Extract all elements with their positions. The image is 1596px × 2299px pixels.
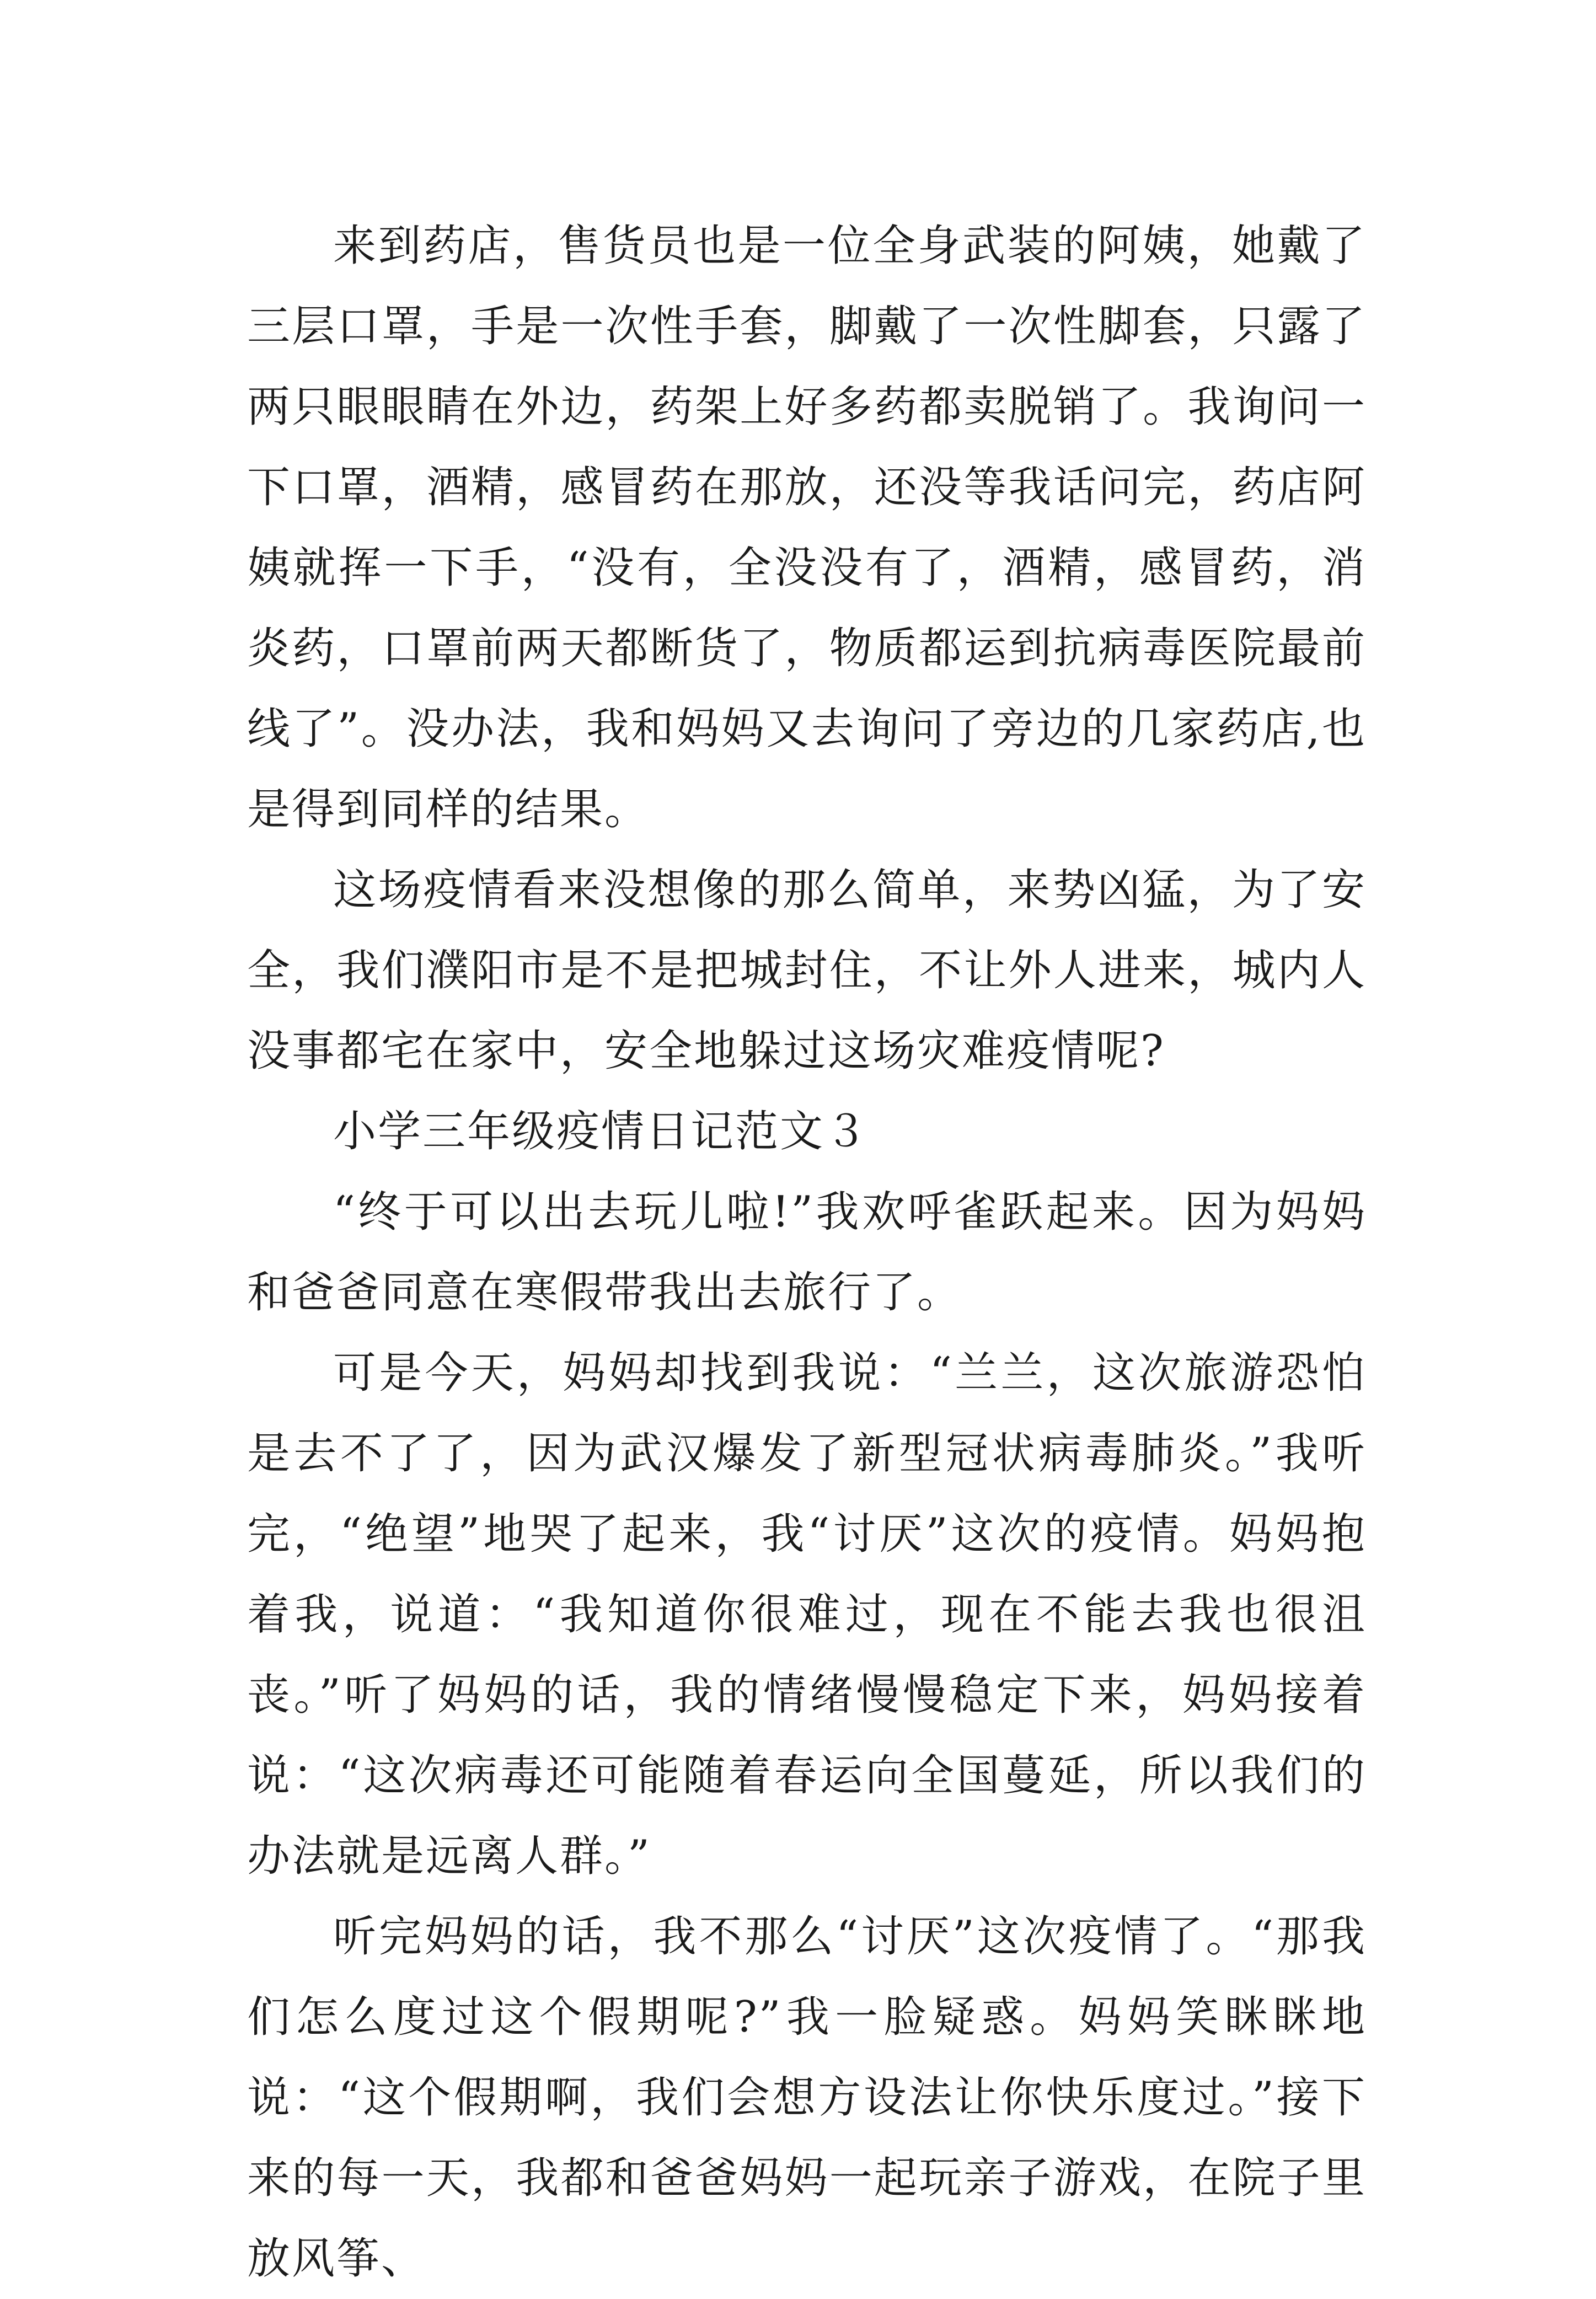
paragraph-pharmacy-visit: 来到药店，售货员也是一位全身武装的阿姨，她戴了三层口罩，手是一次性手套，脚戴了一次性脚套，只露了两只眼眼睛在外边，药架上好多药都卖脱销了。我询问一下口罩，酒精，感冒药在那放，还没等我话问完，药店阿姨就挥一下手，“没有，全没没有了，酒精，感冒药，消炎药，口罩前两天都断货了，物质都运到抗病毒医院最前线了”。没办法，我和妈妈又去询问了旁边的几家药店,也是得到同样的结果。 <box>247 221 1367 834</box>
paragraph-trip-cancelled: 可是今天，妈妈却找到我说：“兰兰，这次旅游恐怕是去不了了，因为武汉爆发了新型冠状病毒肺炎。”我听完，“绝望”地哭了起来，我“讨厌”这次的疫情。妈妈抱着我，说道：“我知道你很难过，现在不能去我也很沮丧。”听了妈妈的话，我的情绪慢慢稳定下来，妈妈接着说：“这次病毒还可能随着春运向全国蔓延，所以我们的办法就是远离人群。” <box>247 1348 1367 1881</box>
section-title: 小学三年级疫情日记范文３ <box>333 1107 870 1156</box>
paragraph-travel-excitement: “终于可以出去玩儿啦!”我欢呼雀跃起来。因为妈妈和爸爸同意在寒假带我出去旅行了。 <box>247 1187 1367 1317</box>
paragraph-epidemic-concern: 这场疫情看来没想像的那么简单，来势凶猛，为了安全，我们濮阳市是不是把城封住，不让外人进来，城内人没事都宅在家中，安全地躲过这场灾难疫情呢? <box>247 865 1367 1076</box>
paragraph-holiday-plan: 听完妈妈的话，我不那么“讨厌”这次疫情了。“那我们怎么度过这个假期呢?”我一脸疑惑。妈妈笑眯眯地说：“这个假期啊，我们会想方设法让你快乐度过。”接下来的每一天，我都和爸爸妈妈一起玩亲子游戏，在院子里放风筝、 <box>247 1912 1367 2284</box>
document-body <box>247 206 1367 2299</box>
